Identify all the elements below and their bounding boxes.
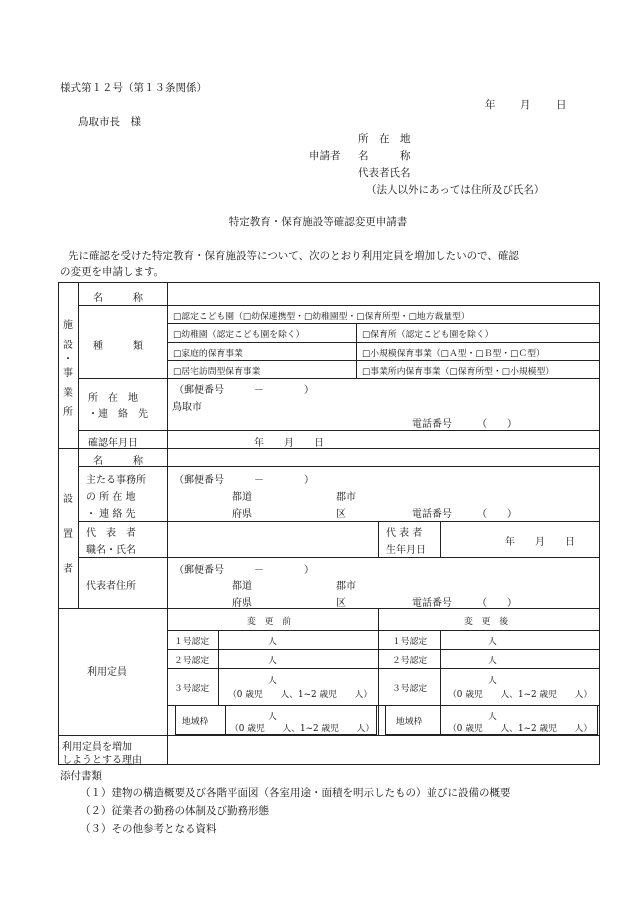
applicant-rep-label: 代表者氏名 <box>358 167 411 179</box>
attachment-item: （２）従業者の勤務の体制及び勤務形態 <box>80 805 269 817</box>
applicant-label: 申請者 <box>309 150 341 162</box>
founder-rep-postal-field[interactable]: （郵便番号 － ） <box>174 565 314 576</box>
type-home-care-checkbox[interactable]: □家庭的保育事業 <box>173 349 243 359</box>
after-cert3-label: ３号認定 <box>392 684 428 694</box>
before-cert3-label: ３号認定 <box>174 684 210 694</box>
founder-birth-field[interactable]: 年 月 日 <box>505 537 575 548</box>
facility-section-char: 所 <box>63 407 73 418</box>
type-nursery-checkbox[interactable]: □保育所（認定こども園を除く） <box>362 330 494 340</box>
facility-type-label: 種 類 <box>93 341 143 352</box>
founder-office-label-3: ・ 連 絡 先 <box>86 509 136 520</box>
facility-section-char: 業 <box>63 388 73 399</box>
after-regional-field[interactable]: 人 <box>488 712 497 722</box>
founder-rep-label-1: 代 表 者 <box>86 528 136 539</box>
after-cert2-field[interactable]: 人 <box>488 656 497 666</box>
type-workplace-checkbox[interactable]: □事業所内保育事業（□保育所型・□小規模型） <box>362 367 555 377</box>
after-cert1-field[interactable]: 人 <box>488 637 497 647</box>
before-cert2-label: ２号認定 <box>174 656 210 666</box>
founder-phone-field[interactable]: 電話番号 （ ） <box>412 509 517 520</box>
date-day-label: 日 <box>556 99 567 111</box>
founder-rep-pref-2: 府県 <box>232 598 252 609</box>
before-cert3-field[interactable]: 人 <box>268 676 277 686</box>
founder-rep-phone-field[interactable]: 電話番号 （ ） <box>412 598 517 609</box>
facility-section-char: ・ <box>63 354 73 365</box>
founder-section-char: 者 <box>63 564 73 575</box>
attachment-item: （３）その他参考となる資料 <box>80 823 217 835</box>
facility-section-char: 事 <box>63 368 73 379</box>
founder-city-1: 郡市 <box>336 492 356 503</box>
facility-postal-field[interactable]: （郵便番号 － ） <box>174 385 314 396</box>
facility-address-label: 所 在 地 <box>88 393 138 404</box>
founder-rep-city-1: 郡市 <box>336 581 356 592</box>
before-cert2-field[interactable]: 人 <box>268 656 277 666</box>
founder-city-2: 区 <box>336 509 346 520</box>
after-cert3-field[interactable]: 人 <box>488 676 497 686</box>
after-regional-breakdown[interactable]: （0 歳児 人、1~2 歳児 人） <box>448 724 593 734</box>
facility-phone-field[interactable]: 電話番号 （ ） <box>412 419 517 430</box>
founder-rep-address-label: 代表者住所 <box>86 581 136 592</box>
applicant-note: （法人以外にあっては住所及び氏名） <box>366 184 545 196</box>
facility-section-char: 設 <box>63 340 73 351</box>
founder-birth-label-1: 代 表 者 <box>386 528 423 539</box>
before-regional-breakdown[interactable]: （0 歳児 人、1~2 歳児 人） <box>230 724 375 734</box>
capacity-label: 利用定員 <box>87 667 127 678</box>
founder-postal-field[interactable]: （郵便番号 － ） <box>174 475 314 486</box>
before-regional-field[interactable]: 人 <box>268 712 277 722</box>
reason-label-1: 利用定員を増加 <box>62 742 132 753</box>
intro-line-1: 先に確認を受けた特定教育・保育施設等について、次のとおり利用定員を増加したいので、確認 <box>68 250 519 262</box>
founder-pref-1: 都道 <box>232 492 252 503</box>
founder-office-label-1: 主たる事務所 <box>86 475 146 486</box>
facility-city: 鳥取市 <box>172 402 202 413</box>
founder-rep-city-2: 区 <box>336 598 346 609</box>
type-small-scale-checkbox[interactable]: □小規模保育事業（□Ａ型・□Ｂ型・□Ｃ型） <box>362 349 545 359</box>
form-number: 様式第１２号（第１３条関係） <box>60 82 207 94</box>
after-change-header: 変 更 後 <box>464 617 508 627</box>
before-cert1-field[interactable]: 人 <box>268 637 277 647</box>
before-regional-label: 地域枠 <box>182 717 209 727</box>
reason-field[interactable] <box>168 736 599 764</box>
facility-name-label: 名 称 <box>93 293 143 304</box>
founder-birth-label-2: 生年月日 <box>386 545 426 556</box>
founder-rep-pref-1: 都道 <box>232 581 252 592</box>
founder-office-label-2: の 所 在 地 <box>86 492 136 503</box>
document-title: 特定教育・保育施設等確認変更申請書 <box>228 216 408 228</box>
reason-label-2: しようとする理由 <box>62 755 142 766</box>
type-home-visit-checkbox[interactable]: □居宅訪問型保育事業 <box>173 367 261 377</box>
date-year-label: 年 <box>485 99 496 111</box>
before-cert3-breakdown[interactable]: （0 歳児 人、1~2 歳児 人） <box>228 690 373 700</box>
facility-section-char: 施 <box>63 320 73 331</box>
founder-section-char: 置 <box>63 529 73 540</box>
intro-line-2: の変更を申請します。 <box>60 266 165 278</box>
type-kodomoen-checkbox[interactable]: □認定こども園（□幼保連携型・□幼稚園型・□保育所型・□地方裁量型） <box>173 312 470 322</box>
facility-contact-label: ・連 絡 先 <box>88 409 148 420</box>
confirm-date-label: 確認年月日 <box>88 438 138 449</box>
attachments-title: 添付書類 <box>60 770 102 782</box>
confirm-date-field[interactable]: 年 月 日 <box>254 438 324 449</box>
date-month-label: 月 <box>520 99 531 111</box>
type-kindergarten-checkbox[interactable]: □幼稚園（認定こども園を除く） <box>173 330 305 340</box>
attachment-item: （１）建物の構造概要及び各階平面図（各室用途・面積を明示したもの）並びに設備の概要 <box>80 787 511 799</box>
before-change-header: 変 更 前 <box>247 617 291 627</box>
before-cert1-label: １号認定 <box>174 637 210 647</box>
after-regional-label: 地域枠 <box>396 717 423 727</box>
addressee: 鳥取市長 様 <box>78 116 141 128</box>
after-cert2-label: ２号認定 <box>392 656 428 666</box>
after-cert1-label: １号認定 <box>392 637 428 647</box>
founder-section-char: 設 <box>63 494 73 505</box>
founder-name-label: 名 称 <box>93 456 143 467</box>
after-cert3-breakdown[interactable]: （0 歳児 人、1~2 歳児 人） <box>448 690 593 700</box>
applicant-name-label: 名 称 <box>358 150 411 162</box>
founder-pref-2: 府県 <box>232 509 252 520</box>
applicant-address-label: 所 在 地 <box>358 133 411 145</box>
founder-rep-label-2: 職名・氏名 <box>86 545 136 556</box>
